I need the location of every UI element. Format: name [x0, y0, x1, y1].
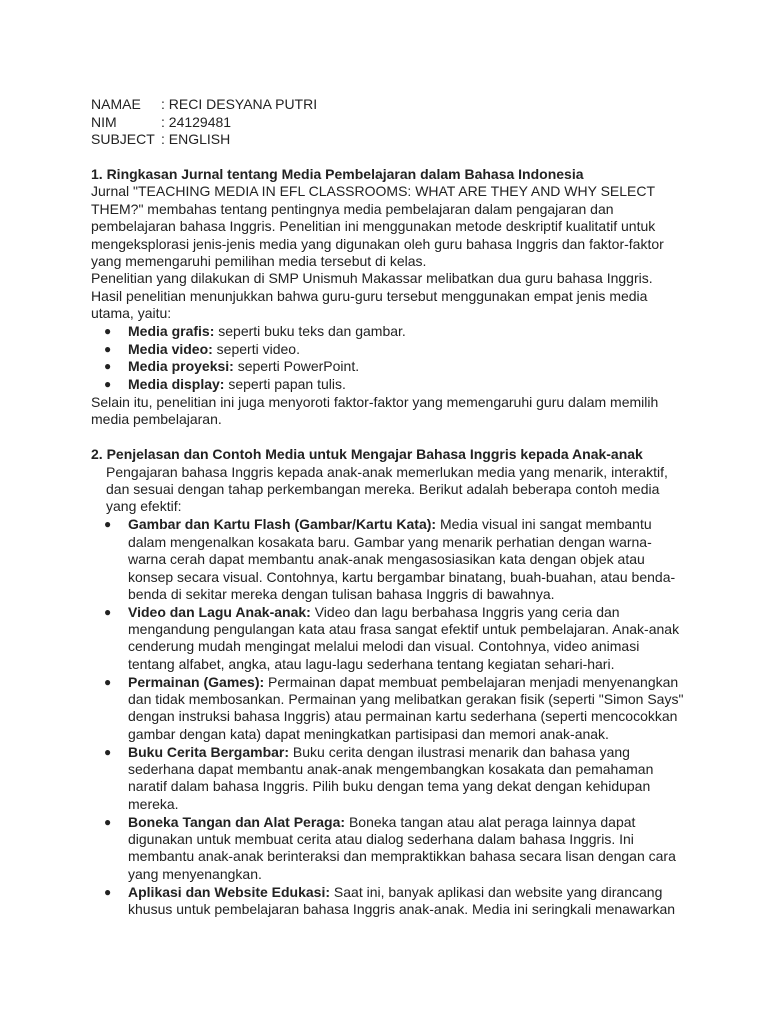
- section1-para1-line: Jurnal "TEACHING MEDIA IN EFL CLASSROOMS: WHAT ARE THEY AND WHY SELECT: [91, 183, 656, 199]
- list-item-text: Video dan lagu berbahasa Inggris yang ceria dan: [310, 604, 620, 620]
- bullet-dot-icon: ●: [104, 517, 112, 531]
- list-item-line: mereka.: [128, 796, 179, 812]
- list-item-term: Gambar dan Kartu Flash (Gambar/Kartu Kata):: [128, 516, 437, 532]
- list-item: [128, 744, 630, 761]
- section1-para3-line: media pembelajaran.: [91, 411, 222, 427]
- bullet-dot-icon: ●: [104, 359, 112, 373]
- list-item-text: Media visual ini sangat membantu: [436, 516, 652, 532]
- list-item-line: tentang alfabet, angka, atau lagu-lagu sederhana tentang kegiatan sehari-hari.: [128, 656, 615, 672]
- bullet-dot-icon: ●: [104, 745, 112, 759]
- section2-intro-line: yang efektif:: [106, 498, 182, 514]
- section2-intro-line: dan sesuai dengan tahap perkembangan mereka. Berikut adalah beberapa contoh media: [106, 481, 660, 497]
- section1-para2-line: Penelitian yang dilakukan di SMP Unismuh Makassar melibatkan dua guru bahasa Inggris.: [91, 270, 653, 286]
- list-item-line: yang menyenangkan.: [128, 866, 262, 882]
- list-item: [128, 323, 406, 340]
- bullet-dot-icon: ●: [104, 324, 112, 338]
- list-item: [128, 674, 678, 691]
- bullet-dot-icon: ●: [104, 815, 112, 829]
- list-item: [128, 814, 635, 831]
- list-item-text: Boneka tangan atau alat peraga lainnya dapat: [345, 814, 636, 830]
- list-item-line: dengan instruksi bahasa Inggris) atau permainan kartu sederhana (seperti mencocokkan: [128, 708, 678, 724]
- list-item-term: Media grafis:: [128, 323, 215, 339]
- list-item-text: Buku cerita dengan ilustrasi menarik dan bahasa yang: [289, 744, 630, 760]
- list-item: [128, 604, 620, 621]
- list-item-term: Aplikasi dan Website Edukasi:: [128, 884, 331, 900]
- bullet-dot-icon: ●: [104, 675, 112, 689]
- section1-para2-line: utama, yaitu:: [91, 305, 172, 321]
- list-item-line: digunakan untuk membuat cerita atau dialog sederhana dalam bahasa Inggris. Ini: [128, 831, 634, 847]
- nim-label: NIM: [91, 114, 117, 130]
- name-value: : RECI DESYANA PUTRI: [161, 96, 318, 112]
- list-item-line: cenderung mudah mengingat melalui melodi dan visual. Contohnya, video animasi: [128, 638, 640, 654]
- list-item-text: seperti papan tulis.: [224, 376, 346, 392]
- name-label: NAMAE: [91, 96, 141, 112]
- list-item-line: konsep secara visual. Contohnya, kartu bergambar binatang, buah-buahan, atau benda-: [128, 569, 676, 585]
- list-item-text: seperti video.: [212, 341, 300, 357]
- list-item-term: Media proyeksi:: [128, 358, 234, 374]
- list-item-line: warna cerah dapat membantu anak-anak mengasosiasikan kata dengan objek atau: [128, 551, 645, 567]
- list-item: [128, 358, 359, 375]
- section2-title: 2. Penjelasan dan Contoh Media untuk Mengajar Bahasa Inggris kepada Anak-anak: [91, 446, 643, 462]
- section1-para1-line: THEM?" membahas tentang pentingnya media pembelajaran dalam pengajaran dan: [91, 201, 614, 217]
- bullet-dot-icon: ●: [104, 605, 112, 619]
- list-item-text: Saat ini, banyak aplikasi dan website yang dirancang: [330, 884, 663, 900]
- section1-para1-line: mengeksplorasi jenis-jenis media yang digunakan oleh guru bahasa Inggris dan faktor-faktor: [91, 236, 664, 252]
- list-item: [128, 516, 652, 533]
- section1-para2-line: Hasil penelitian menunjukkan bahwa guru-guru tersebut menggunakan empat jenis media: [91, 288, 648, 304]
- bullet-dot-icon: ●: [104, 342, 112, 356]
- list-item-line: naratif dalam bahasa Inggris. Pilih buku dengan tema yang dekat dengan kehidupan: [128, 778, 651, 794]
- list-item-text: Permainan dapat membuat pembelajaran menjadi menyenangkan: [264, 674, 679, 690]
- section1-para1-line: pembelajaran bahasa Inggris. Penelitian ini menggunakan metode deskriptif kualitatif untuk: [91, 218, 656, 234]
- list-item-line: mengandung pengulangan kata atau frasa sangat efektif untuk pembelajaran. Anak-anak: [128, 621, 680, 637]
- list-item-term: Buku Cerita Bergambar:: [128, 744, 290, 760]
- list-item-line: sederhana dapat membantu anak-anak mengembangkan kosakata dan pemahaman: [128, 761, 654, 777]
- bullet-dot-icon: ●: [104, 885, 112, 899]
- subject-label: SUBJECT: [91, 131, 155, 147]
- section1-para3-line: Selain itu, penelitian ini juga menyoroti faktor-faktor yang memengaruhi guru dalam memilih: [91, 394, 659, 410]
- section1-para1-line: yang memengaruhi pemilihan media tersebut di kelas.: [91, 253, 427, 269]
- section1-title: 1. Ringkasan Jurnal tentang Media Pembelajaran dalam Bahasa Indonesia: [91, 166, 584, 182]
- list-item-line: benda di sekitar mereka dengan tulisan bahasa Inggris di bawahnya.: [128, 586, 555, 602]
- list-item-term: Video dan Lagu Anak-anak:: [128, 604, 311, 620]
- list-item: [128, 376, 346, 393]
- list-item-line: khusus untuk pembelajaran bahasa Inggris anak-anak. Media ini seringkali menawarkan: [128, 901, 676, 917]
- bullet-dot-icon: ●: [104, 377, 112, 391]
- list-item-text: seperti buku teks dan gambar.: [214, 323, 406, 339]
- list-item-term: Boneka Tangan dan Alat Peraga:: [128, 814, 346, 830]
- list-item-line: dan tidak membosankan. Permainan yang melibatkan gerakan fisik (seperti "Simon Says": [128, 691, 684, 707]
- list-item-term: Permainan (Games):: [128, 674, 265, 690]
- list-item-text: seperti PowerPoint.: [233, 358, 360, 374]
- list-item: [128, 884, 662, 901]
- list-item-line: dalam mengenalkan kosakata baru. Gambar yang menarik perhatian dengan warna-: [128, 534, 652, 550]
- subject-value: : ENGLISH: [161, 131, 231, 147]
- list-item-line: gambar dengan kata) dapat meningkatkan partisipasi dan memori anak-anak.: [128, 726, 609, 742]
- list-item-line: membantu anak-anak berinteraksi dan mempraktikkan bahasa secara lisan dengan cara: [128, 848, 676, 864]
- nim-value: : 24129481: [161, 114, 232, 130]
- section2-intro-line: Pengajaran bahasa Inggris kepada anak-anak memerlukan media yang menarik, interaktif,: [106, 464, 668, 480]
- list-item-term: Media video:: [128, 341, 213, 357]
- list-item: [128, 341, 300, 358]
- list-item-term: Media display:: [128, 376, 225, 392]
